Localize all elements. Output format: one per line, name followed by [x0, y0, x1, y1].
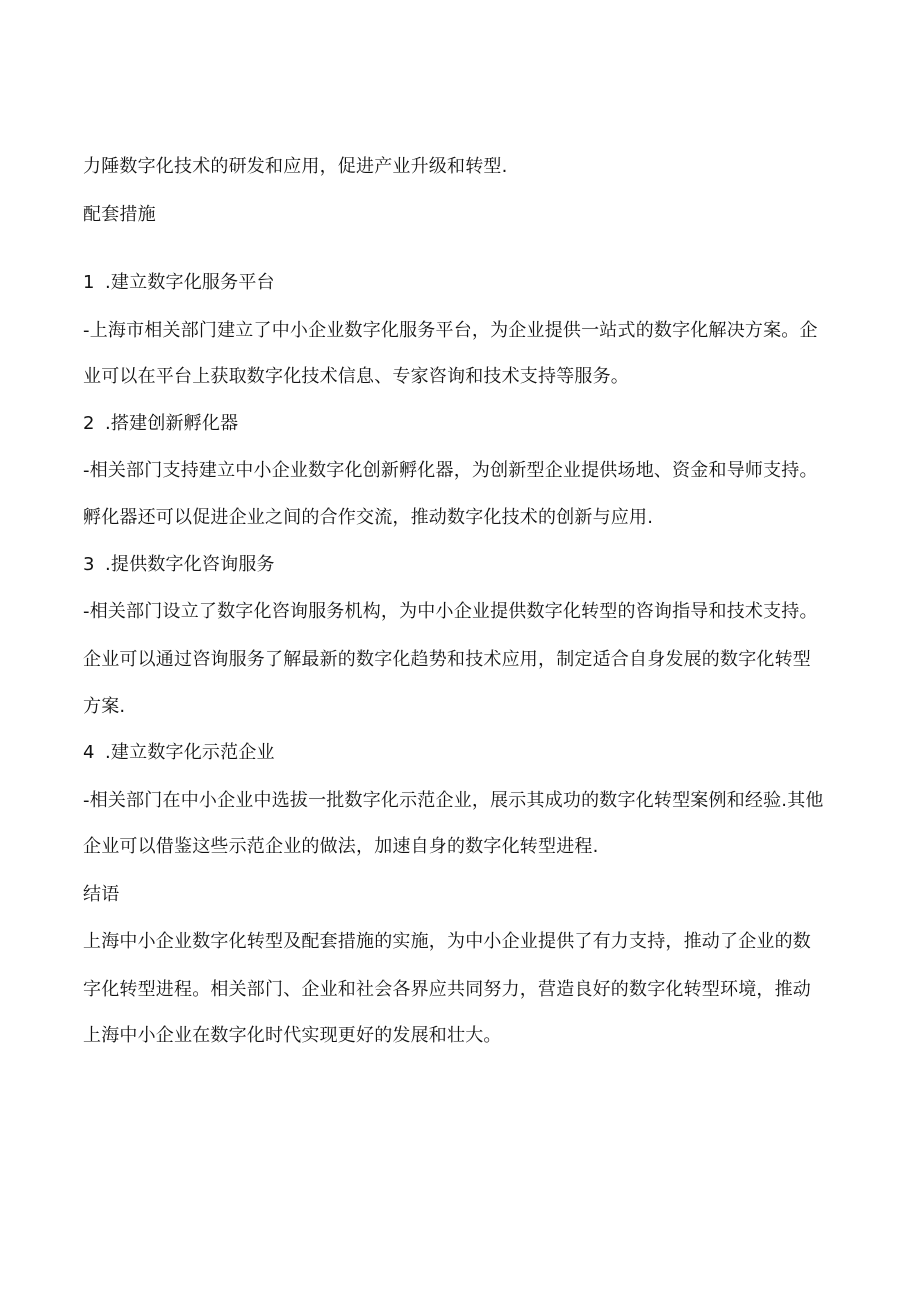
measure-1-number: 1 — [83, 272, 95, 293]
conclusion-line-2: 字化转型进程。相关部门、企业和社会各界应共同努力，营造良好的数字化转型环境，推动 — [83, 979, 811, 1000]
measure-3-line-3: 方案. — [83, 696, 126, 717]
intro-paragraph-tail: 力陲数字化技术的研发和应用，促进产业升级和转型. — [83, 156, 508, 177]
measure-1-title — [83, 271, 275, 295]
conclusion-heading: 结语 — [83, 884, 120, 905]
measure-4-number: 4 — [83, 742, 95, 763]
measure-3-title-text: .提供数字化咨询服务 — [105, 554, 275, 575]
measure-4-line-2: 企业可以借鉴这些示范企业的做法，加速自身的数字化转型进程. — [83, 836, 599, 857]
conclusion-line-1: 上海中小企业数字化转型及配套措施的实施，为中小企业提供了有力支持，推动了企业的数 — [83, 931, 811, 952]
measure-3-title — [83, 553, 275, 577]
measure-2-line-1: -相关部门支持建立中小企业数字化创新孵化器，为创新型企业提供场地、资金和导师支持。 — [83, 460, 818, 481]
measure-1-line-1: -上海市相关部门建立了中小企业数字化服务平台，为企业提供一站式的数字化解决方案。企 — [83, 320, 818, 341]
measure-4-title — [83, 741, 275, 765]
measure-2-line-2: 孵化器还可以促进企业之间的合作交流，推动数字化技术的创新与应用. — [83, 507, 654, 528]
measure-2-title-text: .搭建创新孵化器 — [105, 413, 239, 434]
section-heading: 配套措施 — [83, 204, 156, 225]
measure-4-title-text: .建立数字化示范企业 — [105, 742, 275, 763]
measure-2-number: 2 — [83, 413, 95, 434]
measure-3-line-1: -相关部门设立了数字化咨询服务机构，为中小企业提供数字化转型的咨询指导和技术支持。 — [83, 601, 818, 622]
measure-4-line-1: -相关部门在中小企业中选拔一批数字化示范企业，展示其成功的数字化转型案例和经验.其他 — [83, 790, 824, 811]
measure-2-title — [83, 412, 238, 436]
conclusion-line-3: 上海中小企业在数字化时代实现更好的发展和壮大。 — [83, 1025, 502, 1046]
measure-3-line-2: 企业可以通过咨询服务了解最新的数字化趋势和技术应用，制定适合自身发展的数字化转型 — [83, 649, 811, 670]
measure-1-line-2: 业可以在平台上获取数字化技术信息、专家咨询和技术支持等服务。 — [83, 366, 629, 387]
measure-1-title-text: .建立数字化服务平台 — [105, 272, 275, 293]
measure-3-number: 3 — [83, 554, 95, 575]
